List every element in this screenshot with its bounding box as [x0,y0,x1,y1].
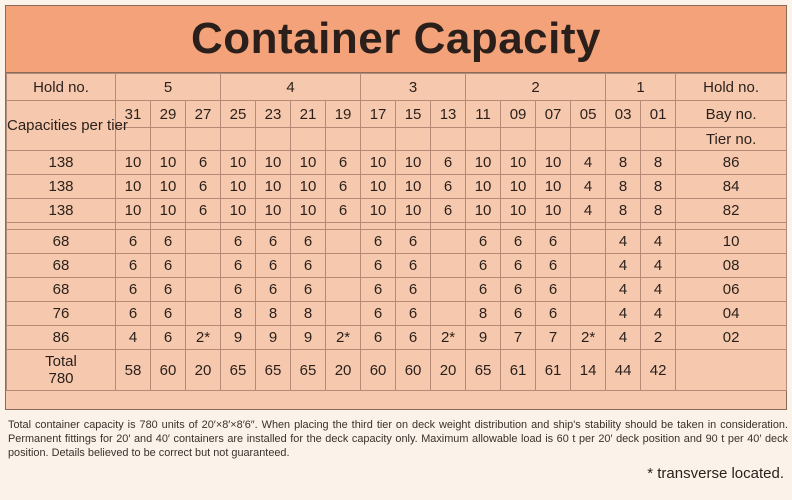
capacity-cell: 6 [396,326,431,350]
capacity-cell: 4 [641,230,676,254]
capacity-cell: 10 [396,199,431,223]
empty-cell [361,128,396,151]
tier-number: 10 [676,230,787,254]
capacities-per-tier-label: Capacities per tier [7,101,116,151]
capacity-cell: 6 [186,175,221,199]
table-row [7,230,787,254]
capacity-cell: 8 [606,175,641,199]
tier-capacity: 76 [7,302,116,326]
capacity-cell: 6 [431,199,466,223]
table-row [7,151,787,175]
capacity-cell: 6 [256,278,291,302]
capacity-cell: 7 [536,326,571,350]
empty-cell [326,128,361,151]
capacity-cell: 6 [361,278,396,302]
separator-cell [466,223,501,230]
capacity-cell: 10 [151,175,186,199]
capacity-cell: 6 [116,302,151,326]
capacity-cell: 10 [291,199,326,223]
bay-number: 31 [116,101,151,128]
capacity-cell: 8 [641,199,676,223]
capacity-cell: 10 [396,151,431,175]
separator-cell [186,223,221,230]
capacity-cell: 6 [396,230,431,254]
page-title: Container Capacity [6,6,786,73]
bay-total: 14 [571,350,606,391]
capacity-cell: 6 [116,254,151,278]
capacity-cell: 4 [571,199,606,223]
capacity-cell: 10 [256,199,291,223]
separator-cell [396,223,431,230]
hold-no-label-right: Hold no. [676,74,787,101]
capacity-cell: 10 [151,199,186,223]
capacity-cell: 2* [326,326,361,350]
separator-cell [641,223,676,230]
bay-number: 29 [151,101,186,128]
capacity-cell: 6 [501,230,536,254]
capacity-cell [571,278,606,302]
capacity-cell: 6 [116,230,151,254]
capacity-cell [571,230,606,254]
capacity-cell: 2* [571,326,606,350]
capacity-cell [326,302,361,326]
bay-total: 60 [361,350,396,391]
tier-number: 86 [676,151,787,175]
empty-cell [151,128,186,151]
bay-number: 07 [536,101,571,128]
capacity-cell: 8 [466,302,501,326]
capacity-cell: 10 [536,199,571,223]
capacity-cell [186,230,221,254]
capacity-cell: 6 [221,230,256,254]
capacity-cell [326,230,361,254]
empty-cell [256,128,291,151]
tier-capacity: 86 [7,326,116,350]
bay-number: 11 [466,101,501,128]
bay-total: 20 [431,350,466,391]
bay-total: 60 [151,350,186,391]
capacity-cell: 6 [326,151,361,175]
empty-cell [466,128,501,151]
bay-number: 17 [361,101,396,128]
capacity-cell: 10 [361,151,396,175]
capacity-cell: 10 [116,199,151,223]
capacity-cell: 6 [536,302,571,326]
capacity-cell: 6 [396,254,431,278]
capacity-cell [186,278,221,302]
capacity-sheet [5,5,787,410]
capacity-cell [186,254,221,278]
hold-row [7,74,787,101]
capacity-cell: 10 [151,151,186,175]
capacity-cell: 10 [361,199,396,223]
capacity-cell: 6 [361,230,396,254]
capacity-cell: 2* [431,326,466,350]
hold-number: 2 [466,74,606,101]
table-row [7,278,787,302]
capacity-cell: 10 [291,175,326,199]
total-title: Total [45,353,77,370]
capacity-cell: 8 [606,199,641,223]
separator-cell [676,223,787,230]
capacity-table [6,73,787,391]
bay-number: 01 [641,101,676,128]
capacity-cell: 6 [291,254,326,278]
capacity-cell: 4 [606,254,641,278]
separator-cell [151,223,186,230]
capacity-cell: 10 [466,175,501,199]
capacity-cell [326,254,361,278]
bay-total: 65 [256,350,291,391]
bay-number: 03 [606,101,641,128]
capacity-cell: 2 [641,326,676,350]
tier-number: 02 [676,326,787,350]
bay-total: 20 [326,350,361,391]
hold-number: 4 [221,74,361,101]
tier-capacity: 68 [7,230,116,254]
capacity-cell: 4 [606,278,641,302]
capacity-cell: 9 [256,326,291,350]
capacity-cell: 6 [466,254,501,278]
separator-cell [606,223,641,230]
capacity-cell: 2* [186,326,221,350]
bay-row [7,101,787,128]
hold-number: 3 [361,74,466,101]
separator-cell [536,223,571,230]
capacity-cell [326,278,361,302]
capacity-cell: 4 [571,151,606,175]
capacity-cell: 6 [536,254,571,278]
separator-cell [571,223,606,230]
capacity-cell: 10 [536,151,571,175]
capacity-cell: 4 [116,326,151,350]
tier-capacity: 138 [7,175,116,199]
tier-capacity: 138 [7,151,116,175]
bay-total: 60 [396,350,431,391]
capacity-cell: 6 [466,230,501,254]
table-row [7,199,787,223]
tier-capacity: 138 [7,199,116,223]
capacity-cell: 6 [256,230,291,254]
capacity-cell: 10 [221,199,256,223]
capacity-cell: 10 [116,175,151,199]
total-row [7,350,787,391]
tier-capacity: 68 [7,254,116,278]
capacity-cell: 6 [186,199,221,223]
empty-cell [291,128,326,151]
capacity-cell: 6 [151,302,186,326]
bay-number: 05 [571,101,606,128]
table-row [7,175,787,199]
separator-cell [221,223,256,230]
capacity-cell: 8 [221,302,256,326]
capacity-cell: 10 [466,151,501,175]
capacity-cell: 6 [151,254,186,278]
separator-cell [326,223,361,230]
tier-number: 82 [676,199,787,223]
capacity-cell: 6 [186,151,221,175]
tier-number: 04 [676,302,787,326]
bay-number: 13 [431,101,466,128]
hold-no-label-left: Hold no. [7,74,116,101]
separator-row [7,223,787,230]
capacity-cell: 6 [151,278,186,302]
capacity-cell: 6 [466,278,501,302]
bay-total: 44 [606,350,641,391]
total-value: 780 [48,370,74,387]
capacity-cell: 6 [116,278,151,302]
bay-number: 21 [291,101,326,128]
separator-cell [256,223,291,230]
bay-no-label: Bay no. [676,101,787,128]
capacity-cell: 6 [501,302,536,326]
capacity-cell: 4 [606,302,641,326]
bay-number: 19 [326,101,361,128]
capacity-cell [431,302,466,326]
bay-number: 25 [221,101,256,128]
footnote: Total container capacity is 780 units of 20′×8′×8′6″. When placing the third tier on deck weight distribution and ship's stability should be taken in consideration. Permanent fittings for 20′ and 40′ containers are installed for the deck capacity only. Maximum allowable load is 60 t per 20′ deck position and 90 t per 40′ deck position. Details believed to be correct but not guaranteed. [8,419,788,459]
separator-cell [431,223,466,230]
tier-capacity: 68 [7,278,116,302]
bay-total: 20 [186,350,221,391]
capacity-cell: 8 [641,175,676,199]
capacity-cell [431,230,466,254]
capacity-cell: 6 [361,254,396,278]
empty-cell [431,128,466,151]
bay-number: 27 [186,101,221,128]
capacity-cell: 6 [326,199,361,223]
bay-total: 65 [291,350,326,391]
hold-number: 5 [116,74,221,101]
tier-number: 84 [676,175,787,199]
capacity-cell: 10 [256,151,291,175]
capacity-cell: 6 [536,278,571,302]
capacity-cell: 10 [291,151,326,175]
capacity-cell: 8 [256,302,291,326]
capacity-cell: 10 [466,199,501,223]
empty-cell [536,128,571,151]
capacity-cell: 6 [361,302,396,326]
capacity-cell: 10 [501,199,536,223]
empty-cell [396,128,431,151]
capacity-cell: 10 [396,175,431,199]
empty-cell [641,128,676,151]
table-row [7,326,787,350]
capacity-cell: 8 [291,302,326,326]
hold-number: 1 [606,74,676,101]
tier-number: 06 [676,278,787,302]
empty-cell [676,350,787,391]
capacity-cell: 6 [361,326,396,350]
empty-cell [571,128,606,151]
capacity-cell: 6 [536,230,571,254]
capacity-cell [186,302,221,326]
capacity-cell: 10 [501,151,536,175]
capacity-cell: 10 [116,151,151,175]
total-label [7,350,116,391]
capacity-cell [431,254,466,278]
bay-total: 65 [221,350,256,391]
capacity-cell: 10 [221,175,256,199]
separator-cell [7,223,116,230]
capacity-cell: 4 [641,278,676,302]
capacity-cell: 6 [431,175,466,199]
capacity-cell: 4 [571,175,606,199]
capacity-cell: 6 [151,326,186,350]
bay-total: 42 [641,350,676,391]
capacity-cell: 6 [431,151,466,175]
capacity-cell: 10 [501,175,536,199]
capacity-cell [571,302,606,326]
capacity-cell: 8 [606,151,641,175]
bay-number: 15 [396,101,431,128]
capacity-cell: 4 [606,326,641,350]
capacity-cell: 6 [501,278,536,302]
capacity-cell: 6 [256,254,291,278]
separator-cell [501,223,536,230]
empty-cell [221,128,256,151]
capacity-cell: 4 [641,302,676,326]
asterisk-note: * transverse located. [647,465,784,482]
capacity-cell: 4 [641,254,676,278]
separator-cell [291,223,326,230]
capacity-cell: 10 [536,175,571,199]
capacity-cell: 10 [256,175,291,199]
bay-number: 09 [501,101,536,128]
capacity-cell: 9 [291,326,326,350]
capacity-cell: 6 [221,254,256,278]
capacity-cell: 6 [291,278,326,302]
tier-no-label: Tier no. [676,128,787,151]
capacity-cell [431,278,466,302]
capacity-cell: 8 [641,151,676,175]
capacity-cell: 10 [221,151,256,175]
table-row [7,254,787,278]
bay-total: 61 [536,350,571,391]
empty-cell [501,128,536,151]
capacity-cell: 6 [396,278,431,302]
capacity-cell: 4 [606,230,641,254]
capacity-cell: 6 [501,254,536,278]
capacity-cell: 6 [221,278,256,302]
capacity-cell: 9 [221,326,256,350]
capacity-cell [571,254,606,278]
separator-cell [116,223,151,230]
empty-cell [606,128,641,151]
separator-cell [361,223,396,230]
bay-total: 58 [116,350,151,391]
capacity-cell: 7 [501,326,536,350]
capacity-cell: 6 [396,302,431,326]
capacity-cell: 9 [466,326,501,350]
table-row [7,302,787,326]
bay-total: 65 [466,350,501,391]
capacity-cell: 10 [361,175,396,199]
tier-number: 08 [676,254,787,278]
capacity-cell: 6 [151,230,186,254]
empty-cell [186,128,221,151]
bay-total: 61 [501,350,536,391]
capacity-cell: 6 [291,230,326,254]
capacity-cell: 6 [326,175,361,199]
bay-number: 23 [256,101,291,128]
